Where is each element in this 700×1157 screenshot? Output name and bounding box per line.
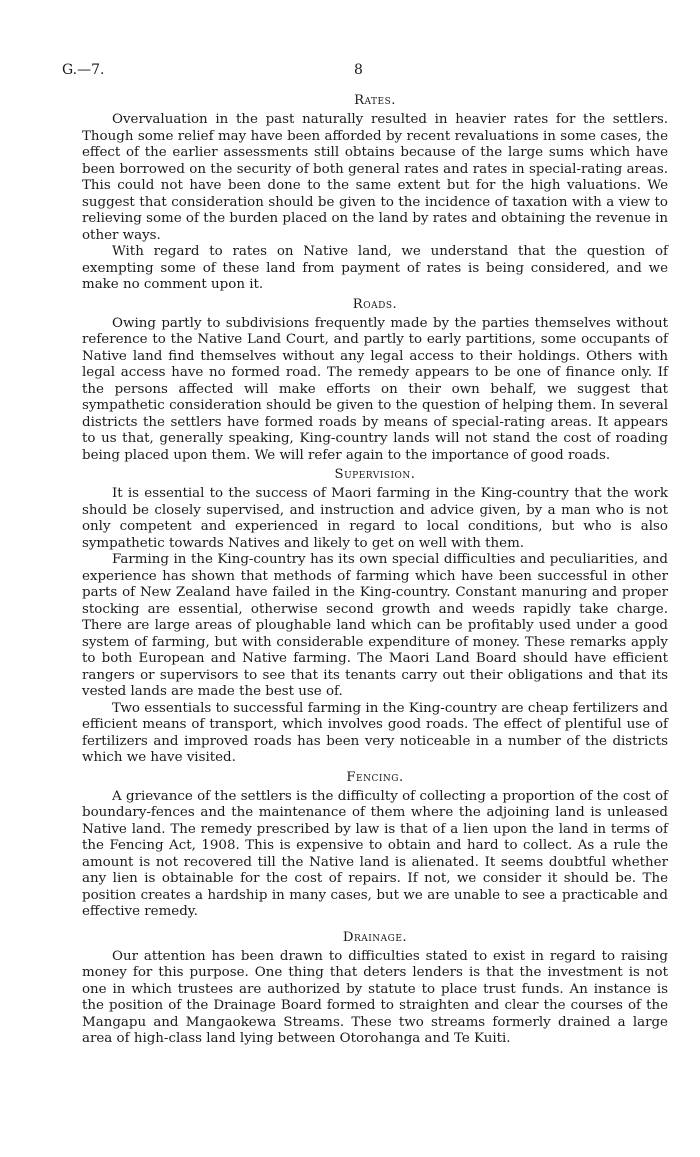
paragraph: It is essential to the success of Maori farming in the King-country that the work should be closely supervised, and instruction and advice given, by a man who is not only competent and experienced in regard to local conditions, but who is also sympathetic towards Natives and likely to get on well with them. [82,486,668,551]
paragraph: A grievance of the settlers is the difficulty of collecting a proportion of the cost of boundary-fences and the maintenance of them where the adjoining land is unleased Native land. The remedy prescribed by law is that of a lien upon the land in terms of the Fencing Act, 1908. This is expensive to obtain and hard to collect. As a rule the amount is not recovered till the Native land is alienated. It seems doubtful whether any lien is obtainable for the cost of repairs. If not, we consider it should be. The position creates a hardship in many cases, but we are unable to see a practicable and effective remedy. [82,788,668,919]
section-heading-rates: Rates. [354,93,396,108]
section-heading-supervision: Supervision. [334,467,416,482]
section-supervision [82,466,668,767]
page-number: 8 [354,62,363,78]
page-header [62,62,668,82]
section-heading-roads: Roads. [352,296,398,312]
section-rates [82,92,668,294]
paragraph: Two essentials to successful farming in the King-country are cheap fertilizers and efficient means of transport, which involves good roads. The effect of plentiful use of fertilizers and improved roads has been very noticeable in a number of the districts which we have visited. [82,700,668,765]
section-heading-drainage: Drainage. [342,929,408,945]
paragraph: Our attention has been drawn to difficulties stated to exist in regard to raising money for this purpose. One thing that deters lenders is that the investment is not one in which trustees are authorized by statute to place trust funds. An instance is the position of the Drainage Board formed to straighten and clear the courses of the Mangapu and Mangaokewa Streams. These two streams formerly drained a large area of high-class land lying between Otorohanga and Te Kuiti. [82,948,668,1046]
paragraph: With regard to rates on Native land, we understand that the question of exempting some of these land from payment of rates is being considered, and we make no comment upon it. [82,244,668,292]
section-roads [82,296,668,465]
paragraph: Owing partly to subdivisions frequently made by the parties themselves without reference to the Native Land Court, and partly to early partitions, some occupants of Native land find themselves without any legal access to their holdings. Others with legal access have no formed road. The remedy appears to be one of finance only. If the persons affected will make efforts on their own behalf, we suggest that sympathetic consideration should be given to the question of helping them. In several districts the settlers have formed roads by means of special-rating areas. It appears to us that, generally speaking, King-country lands will not stand the cost of roading being placed upon them. We will refer again to the importance of good roads. [82,315,668,463]
document-page [62,62,668,1048]
paragraph: Overvaluation in the past naturally resulted in heavier rates for the settlers. Though some relief may have been afforded by recent revaluations in some cases, the effect of the earlier assessments still obtains because of the large sums which have been borrowed on the security of both general rates and rates in special-rating areas. This could not have been done to the same extent but for the high valuations. We suggest that consideration should be given to the incidence of taxation with a view to relieving some of the burden placed on the land by rates and obtaining the revenue in other ways. [82,112,668,243]
section-fencing [82,769,668,921]
document-reference: G.—7. [62,62,105,78]
section-heading-fencing: Fencing. [346,769,404,785]
section-drainage [82,929,668,1048]
paragraph: Farming in the King-country has its own special difficulties and peculiarities, and experience has shown that methods of farming which have been successful in other parts of New Zealand have failed in the King-country. Constant manuring and proper stocking are essential, otherwise second growth and weeds rapidly take charge. There are large areas of ploughable land which can be profitably used under a good system of farming, but with considerable expenditure of money. These remarks apply to both European and Native farming. The Maori Land Board should have efficient rangers or supervisors to see that its tenants carry out their obligations and that its vested lands are made the best use of. [82,552,668,699]
